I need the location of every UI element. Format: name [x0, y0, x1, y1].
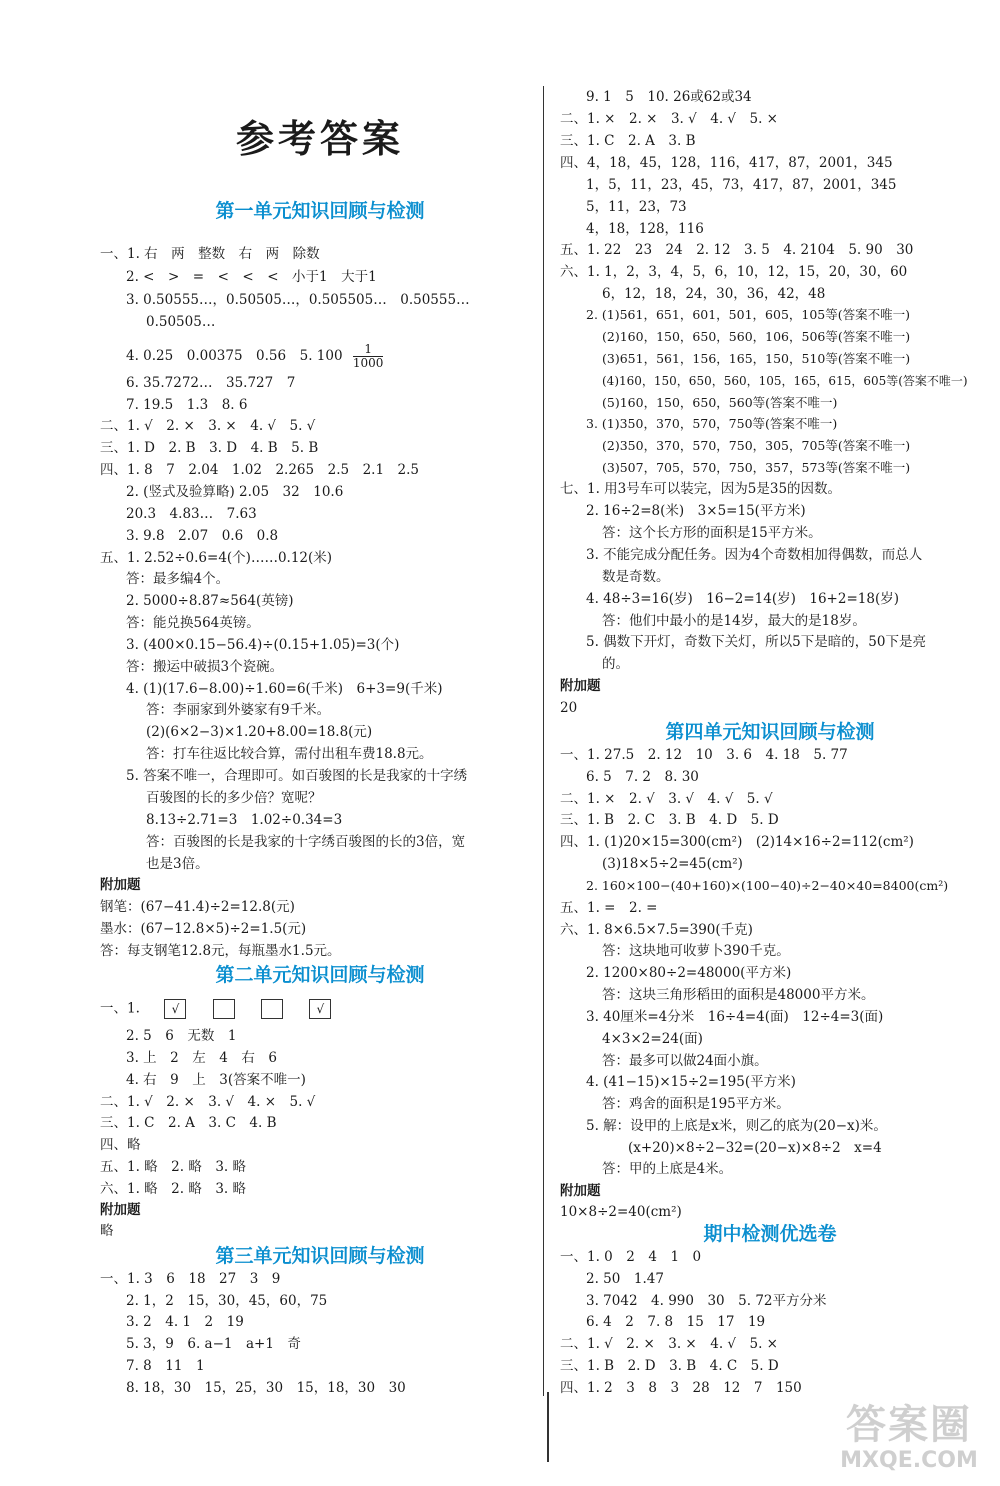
answer-line: 6. 5 7. 2 8. 30 — [586, 769, 699, 785]
answer-line: (3)507，705，570，750，357，573等(答案不唯一) — [602, 460, 911, 475]
answer-line: 五、1. 2.52÷0.6=4(个)……0.12(米) — [100, 550, 333, 566]
answer-line: 6. 35.7272… 35.727 7 — [126, 375, 296, 391]
answer-line: 四、4，18，45，128，116，417，87，2001，345 — [560, 155, 893, 171]
answer-line: 6. 4 2 7. 8 15 17 19 — [586, 1314, 766, 1330]
answer-line: (2)(6×2−3)×1.20+8.00=18.8(元) — [146, 724, 373, 740]
answer-line: 7. 8 11 1 — [126, 1358, 205, 1374]
answer-line: 一、1. 右 两 整数 右 两 除数 — [100, 246, 320, 262]
answer-line: 三、1. B 2. D 3. B 4. C 5. D — [560, 1358, 779, 1374]
answer-line: 8. 18，30 15，25，30 15，18，30 30 — [126, 1380, 406, 1396]
answer-line: 六、1. 1，2，3，4，5，6，10，12，15，20，30，60 — [560, 264, 908, 280]
answer-line: 答：百骏图的长是我家的十字绣百骏图的长的3倍，宽 — [146, 834, 466, 850]
answer-line: 四、略 — [100, 1137, 141, 1153]
answer-line: 答：最多可以做24面小旗。 — [602, 1053, 768, 1069]
answer-box: √ — [309, 999, 331, 1019]
answer-line: 答：他们中最小的是14岁，最大的是18岁。 — [602, 613, 866, 629]
bonus-label: 附加题 — [100, 1202, 141, 1218]
bonus-label: 附加题 — [100, 877, 141, 893]
answer-line: 三、1. B 2. C 3. B 4. D 5. D — [560, 812, 779, 828]
answer-line: 一、1. 0 2 4 1 0 — [560, 1249, 702, 1265]
bonus-label: 附加题 — [560, 1183, 601, 1199]
answer-line-with-fraction — [126, 343, 383, 370]
answer-line: 2. 5000÷8.87≈564(英镑) — [126, 593, 294, 609]
answer-line: 2. 16÷2=8(米) 3×5=15(平方米) — [586, 503, 806, 519]
section-heading-unit2: 第二单元知识回顾与检测 — [215, 964, 425, 986]
answer-line: (3)18×5÷2=45(cm²) — [602, 856, 743, 872]
answer-line: 3. 0.50555…，0.50505…，0.505505… 0.50555… — [126, 292, 470, 308]
section-heading-midterm: 期中检测优选卷 — [703, 1223, 837, 1245]
answer-line: 数是奇数。 — [602, 569, 670, 585]
answer-line: (5)160，150，650，560等(答案不唯一) — [602, 395, 838, 410]
answer-line: 二、1. √ 2. × 3. × 4. √ 5. √ — [100, 418, 316, 434]
answer-line: 0.50505… — [146, 314, 216, 330]
answer-line: 2. < > = < < < 小于1 大于1 — [126, 269, 377, 285]
answer-line: 1，5，11，23，45，73，417，87，2001，345 — [586, 177, 897, 193]
answer-line: 3. 40厘米=4分米 16÷4=4(面) 12÷4=3(面) — [586, 1009, 884, 1025]
answer-line: 答：打车往返比较合算，需付出租车费18.8元。 — [146, 746, 433, 762]
answer-line: 答：鸡舍的面积是195平方米。 — [602, 1096, 790, 1112]
answer-line: 略 — [100, 1223, 114, 1239]
answer-line: 二、1. × 2. × 3. √ 4. √ 5. × — [560, 111, 778, 127]
answer-line: 2. 1200×80÷2=48000(平方米) — [586, 965, 792, 981]
answer-line: 五、1. 22 23 24 2. 12 3. 5 4. 2104 5. 90 30 — [560, 242, 914, 258]
answer-line: 3. 不能完成分配任务。因为4个奇数相加得偶数，而总人 — [586, 547, 923, 563]
answer-line: 4，18，128，116 — [586, 221, 704, 237]
answer-line: 七、1. 用3号车可以装完，因为5是35的因数。 — [560, 481, 842, 497]
answer-line: 5. 3，9 6. a−1 a+1 奇 — [126, 1336, 301, 1352]
answer-line: 4. 右 9 上 3(答案不唯一) — [126, 1072, 306, 1088]
answer-line-with-boxes — [100, 999, 353, 1019]
answer-line: 六、1. 8×6.5×7.5=390(千克) — [560, 922, 753, 938]
answer-line: 的。 — [602, 656, 629, 672]
bonus-label: 附加题 — [560, 678, 601, 694]
answer-line: 答：能兑换564英镑。 — [126, 615, 260, 631]
answer-line: 5. 解：设甲的上底是x米，则乙的底为(20−x)米。 — [586, 1118, 887, 1134]
answer-line: 7. 19.5 1.3 8. 6 — [126, 397, 248, 413]
answer-line: 五、1. = 2. = — [560, 900, 658, 916]
answer-line: 钢笔：(67−41.4)÷2=12.8(元) — [100, 899, 295, 915]
answer-line: 2. (1)561，651，601，501，605，105等(答案不唯一) — [586, 307, 911, 322]
answer-line: 二、1. √ 2. × 3. × 4. √ 5. × — [560, 1336, 778, 1352]
fold-mark — [547, 1392, 555, 1462]
watermark-text-cn: 答案圈 — [846, 1402, 972, 1448]
answer-box — [261, 999, 283, 1019]
answer-line: 8.13÷2.71=3 1.02÷0.34=3 — [146, 812, 343, 828]
answer-text: 一、1. — [100, 1000, 140, 1017]
answer-line: 2. 160×100−(40+160)×(100−40)÷2−40×40=8400(cm²) — [586, 878, 949, 893]
answer-line: 三、1. D 2. B 3. D 4. B 5. B — [100, 440, 319, 456]
answer-line: 5，11，23，73 — [586, 199, 687, 215]
page-title: 参考答案 — [235, 117, 404, 161]
answer-line: 三、1. C 2. A 3. C 4. B — [100, 1115, 277, 1131]
column-divider — [543, 86, 544, 1396]
answer-line: 4. (41−15)×15÷2=195(平方米) — [586, 1074, 796, 1090]
answer-line: 答：搬运中破损3个瓷碗。 — [126, 659, 284, 675]
answer-line: 四、1. 2 3 8 3 28 12 7 150 — [560, 1380, 802, 1396]
answer-line: 3. 2 4. 1 2 19 — [126, 1314, 244, 1330]
answer-line: 20.3 4.83… 7.63 — [126, 506, 257, 522]
answer-line: (2)160，150，650，560，106，506等(答案不唯一) — [602, 329, 911, 344]
answer-line: 四、1. 8 7 2.04 1.02 2.265 2.5 2.1 2.5 — [100, 462, 420, 478]
answer-line: 2. 50 1.47 — [586, 1271, 664, 1287]
section-heading-unit1: 第一单元知识回顾与检测 — [215, 200, 425, 222]
answer-line: 答：李丽家到外婆家有9千米。 — [146, 702, 331, 718]
answer-line: 9. 1 5 10. 26或62或34 — [586, 89, 752, 105]
fraction-denominator: 1000 — [352, 356, 384, 370]
watermark-logo — [824, 1402, 994, 1482]
answer-box: √ — [164, 999, 186, 1019]
answer-line: 二、1. × 2. √ 3. √ 4. √ 5. √ — [560, 791, 773, 807]
answer-line: 2. 5 6 无数 1 — [126, 1028, 237, 1044]
answer-line: (x+20)×8÷2−32=(20−x)×8÷2 x=4 — [628, 1140, 882, 1156]
answer-line: 4×3×2=24(面) — [602, 1031, 703, 1047]
answer-line: 一、1. 3 6 18 27 3 9 — [100, 1271, 281, 1287]
answer-line: 答：这块地可收萝卜390千克。 — [602, 943, 790, 959]
answer-line: 一、1. 27.5 2. 12 10 3. 6 4. 18 5. 77 — [560, 747, 848, 763]
answer-line: 3. 9.8 2.07 0.6 0.8 — [126, 528, 279, 544]
answer-line: 答：最多编4个。 — [126, 571, 230, 587]
answer-line: 也是3倍。 — [146, 856, 209, 872]
answer-line: 5. 偶数下开灯，奇数下关灯，所以5下是暗的，50下是亮 — [586, 634, 926, 650]
answer-line: 2. (竖式及验算略) 2.05 32 10.6 — [126, 484, 344, 500]
answer-line: (3)651，561，156，165，150，510等(答案不唯一) — [602, 351, 911, 366]
answer-line: 6，12，18，24，30，36，42，48 — [602, 286, 826, 302]
answer-line: 4. 48÷3=16(岁) 16−2=14(岁) 16+2=18(岁) — [586, 591, 899, 607]
answer-line: 10×8÷2=40(cm²) — [560, 1204, 682, 1220]
answer-line: 五、1. 略 2. 略 3. 略 — [100, 1159, 247, 1175]
answer-line: 百骏图的长的多少倍？宽呢？ — [146, 790, 322, 806]
answer-line: 20 — [560, 700, 578, 716]
answer-line: 3. (400×0.15−56.4)÷(0.15+1.05)=3(个) — [126, 637, 400, 653]
answer-line: 3. 上 2 左 4 右 6 — [126, 1050, 277, 1066]
watermark-text-en: MXQE.COM — [840, 1448, 978, 1473]
fraction — [353, 343, 384, 370]
answer-line: 4. (1)(17.6−8.00)÷1.60=6(千米) 6+3=9(千米) — [126, 681, 443, 697]
answer-line: 四、1. (1)20×15=300(cm²) (2)14×16÷2=112(cm²) — [560, 834, 914, 850]
answer-line: (4)160，150，650，560，105，165，615，605等(答案不唯一) — [602, 374, 968, 388]
answer-line: 三、1. C 2. A 3. B — [560, 133, 696, 149]
answer-line: (2)350，370，570，750，305，705等(答案不唯一) — [602, 438, 911, 453]
section-heading-unit3: 第三单元知识回顾与检测 — [215, 1245, 425, 1267]
answer-box — [213, 999, 235, 1019]
answer-line: 2. 1，2 15，30，45，60，75 — [126, 1293, 328, 1309]
answer-line: 答：每支钢笔12.8元，每瓶墨水1.5元。 — [100, 943, 341, 959]
answer-line: 二、1. √ 2. × 3. √ 4. × 5. √ — [100, 1094, 316, 1110]
answer-text: 4. 0.25 0.00375 0.56 5. 100 — [126, 348, 343, 364]
answer-line: 答：这个长方形的面积是15平方米。 — [602, 525, 822, 541]
answer-line: 3. (1)350，370，570，750等(答案不唯一) — [586, 416, 838, 431]
answer-line: 六、1. 略 2. 略 3. 略 — [100, 1181, 247, 1197]
fraction-numerator: 1 — [353, 343, 384, 357]
answer-line: 墨水：(67−12.8×5)÷2=1.5(元) — [100, 921, 307, 937]
section-heading-unit4: 第四单元知识回顾与检测 — [665, 721, 875, 743]
answer-line: 5. 答案不唯一，合理即可。如百骏图的长是我家的十字绣 — [126, 768, 468, 784]
answer-line: 答：这块三角形稻田的面积是48000平方米。 — [602, 987, 875, 1003]
answer-line: 3. 7042 4. 990 30 5. 72平方分米 — [586, 1293, 827, 1309]
answer-line: 答：甲的上底是4米。 — [602, 1161, 733, 1177]
